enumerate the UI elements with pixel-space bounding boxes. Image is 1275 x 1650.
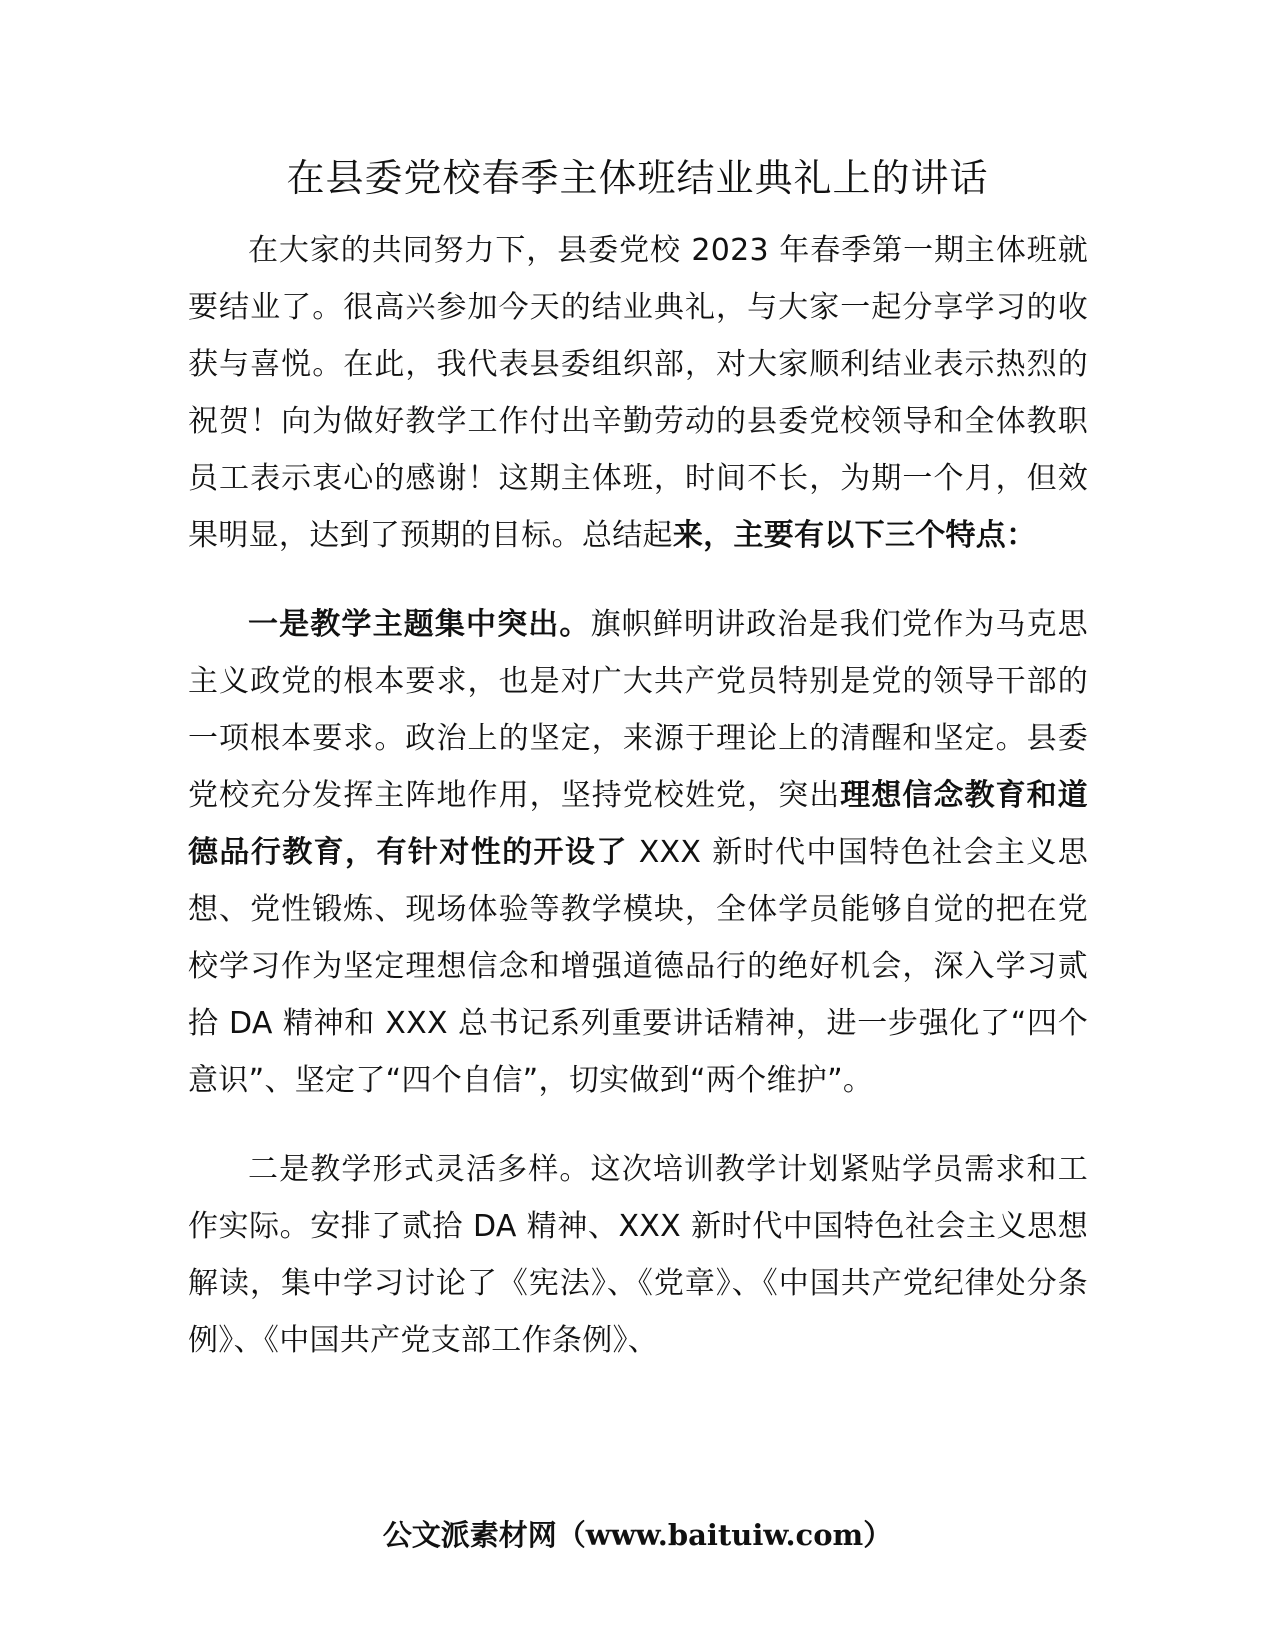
paragraph-point-one-bold-mid: 理想信念教育和道德品行教育，有针对性的开设了	[188, 778, 1088, 870]
paragraph-point-one	[188, 596, 1088, 1109]
paragraph-point-two-text: 二是教学形式灵活多样。这次培训教学计划紧贴学员需求和工作实际。安排了贰拾 DA 精神、XXX 新时代中国特色社会主义思想解读，集中学习讨论了《宪法》、《党章》、《中国共产党纪律处分条例》、《中国共产党支部工作条例》、	[188, 1152, 1088, 1358]
paragraph-intro-text: 在大家的共同努力下，县委党校 2023 年春季第一期主体班就要结业了。很高兴参加今天的结业典礼，与大家一起分享学习的收获与喜悦。在此，我代表县委组织部，对大家顺利结业表示热烈的祝贺！向为做好教学工作付出辛勤劳动的县委党校领导和全体教职员工表示衷心的感谢！这期主体班，时间不长，为期一个月，但效果明显，达到了预期的目标。总结起	[188, 233, 1088, 553]
paragraph-point-one-text: 旗帜鲜明讲政治是我们党作为马克思主义政党的根本要求，也是对广大共产党员特别是党的领导干部的一项根本要求。政治上的坚定，来源于理论上的清醒和坚定。县委党校充分发挥主阵地作用，坚持党校姓党，突出	[188, 607, 1088, 813]
paragraph-intro-bold-tail: 来，主要有以下三个特点：	[672, 518, 1037, 553]
document-title: 在县委党校春季主体班结业典礼上的讲话	[286, 156, 989, 200]
paragraph-intro	[188, 222, 1088, 564]
document-body	[188, 222, 1088, 1369]
footer-watermark: 公文派素材网（www.baituiw.com）	[382, 1518, 893, 1552]
paragraph-point-one-text-after: XXX 新时代中国特色社会主义思想、党性锻炼、现场体验等教学模块，全体学员能够自觉的把在党校学习作为坚定理想信念和增强道德品行的绝好机会，深入学习贰拾 DA 精神和 XXX 总书记系列重要讲话精神，进一步强化了“四个意识”、坚定了“四个自信”，切实做到“两个维护”。	[188, 835, 1089, 1098]
paragraph-point-one-heading: 一是教学主题集中突出。	[248, 607, 591, 642]
paragraph-point-two	[188, 1141, 1088, 1369]
